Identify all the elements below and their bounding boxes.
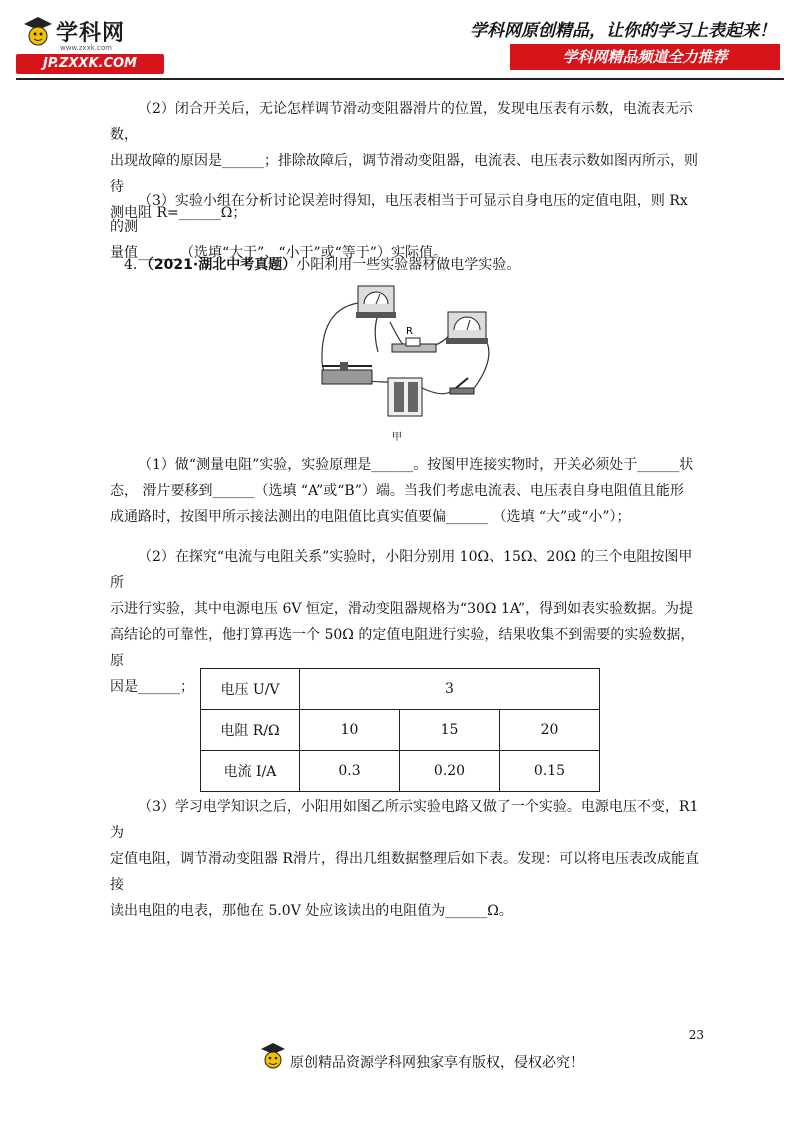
logo-url[interactable]: JP.ZXXK.COM [16,54,164,74]
voltage-value: 3 [300,669,600,710]
wire [420,387,450,394]
data-table [200,668,600,792]
current-label: 电流 I/A [201,751,300,792]
logo-sub: www.zxxk.com [60,44,112,52]
logo-text: 学科网 [56,21,126,46]
battery-icon [388,378,422,416]
subquestion-3 [110,794,700,924]
p2-line-4: 因是______； [110,679,194,695]
p2-line-3: 高结论的可靠性，他打算再选一个 50Ω 的定值电阻进行实验，结果收集不到需要的实验数据，原 [110,627,695,669]
switch-icon [450,378,474,394]
current-cell: 0.3 [300,751,400,792]
table-row [201,669,600,710]
q3-line-1: （3）实验小组在分析讨论误差时得知，电压表相当于可显示自身电压的定值电阻，则 Rx的测 [110,193,688,235]
resistor-label: R [406,326,413,337]
p2-line-2: 示进行实验，其中电源电压 6V 恒定，滑动变阻器规格为“30Ω 1A”，得到如表实验数据。为提 [110,601,694,617]
resistance-cell: 20 [500,710,600,751]
copyright-notice: 原创精品资源学科网独家享有版权，侵权必究！ [290,1055,584,1071]
figure-caption: 甲 [392,432,402,443]
header-slogan: 学科网原创精品，让你的学习上表起来！ [470,21,776,41]
q2-line-1: （2）闭合开关后，无论怎样调节滑动变阻器滑片的位置，发现电压表有示数，电流表无示数， [110,101,693,143]
q4-text: 小阳利用一些实验器材做电学实验。 [296,257,521,273]
resistance-label: 电阻 R/Ω [201,710,300,751]
subquestion-1 [110,452,700,530]
channel-banner[interactable]: 学科网精品频道全力推荐 [510,44,780,70]
ammeter-icon [446,312,488,344]
q3-line-2: 量值______（选填“大于”、“小于”或“等于”）实际值。 [110,245,447,261]
wire [390,322,405,347]
resistance-cell: 10 [300,710,400,751]
q2-line-3: 测电阻 R=______Ω； [110,205,247,221]
p1-line-2: 态， 滑片要移到______（选填 “A”或“B”）端。当我们考虑电流表、电压表自身电阻值且能形 [110,483,684,499]
table-row [201,751,600,792]
q4-number: 4． [124,257,147,273]
question-4-heading [110,252,700,278]
p3-line-1: （3）学习电学知识之后，小阳用如图乙所示实验电路又做了一个实验。电源电压不变，R1为 [110,799,699,841]
p1-line-3: 成通路时，按图甲所示接法测出的电阻值比真实值要偏______ （选填 “大”或“小”）； [110,509,631,525]
site-logo[interactable] [16,14,166,76]
current-cell: 0.20 [400,751,500,792]
table-row [201,710,600,751]
page-number: 23 [688,1028,704,1042]
voltmeter-icon [356,286,396,318]
current-cell: 0.15 [500,751,600,792]
mascot-icon [258,1040,288,1076]
q4-source: （2021·湖北中考真题） [146,257,297,273]
q2-line-2: 出现故障的原因是______；排除故障后，调节滑动变阻器，电流表、电压表示数如图丙所示，则待 [110,153,698,195]
resistance-cell: 15 [400,710,500,751]
p3-line-3: 读出电阻的电表，那他在 5.0V 处应该读出的电阻值为______Ω。 [110,903,513,919]
p2-line-1: （2）在探究“电流与电阻关系”实验时，小阳分别用 10Ω、15Ω、20Ω 的三个电阻按图甲所 [110,549,693,591]
voltage-label: 电压 U/V [201,669,300,710]
mascot-icon [20,14,56,54]
rheostat-icon [322,362,372,384]
circuit-figure [300,282,510,430]
p3-line-2: 定值电阻，调节滑动变阻器 R滑片，得出几组数据整理后如下表。发现：可以将电压表改成能直接 [110,851,699,893]
p1-line-1: （1）做“测量电阻”实验，实验原理是______。按图甲连接实物时，开关必须处于______状 [138,457,694,473]
header-divider [16,78,784,80]
